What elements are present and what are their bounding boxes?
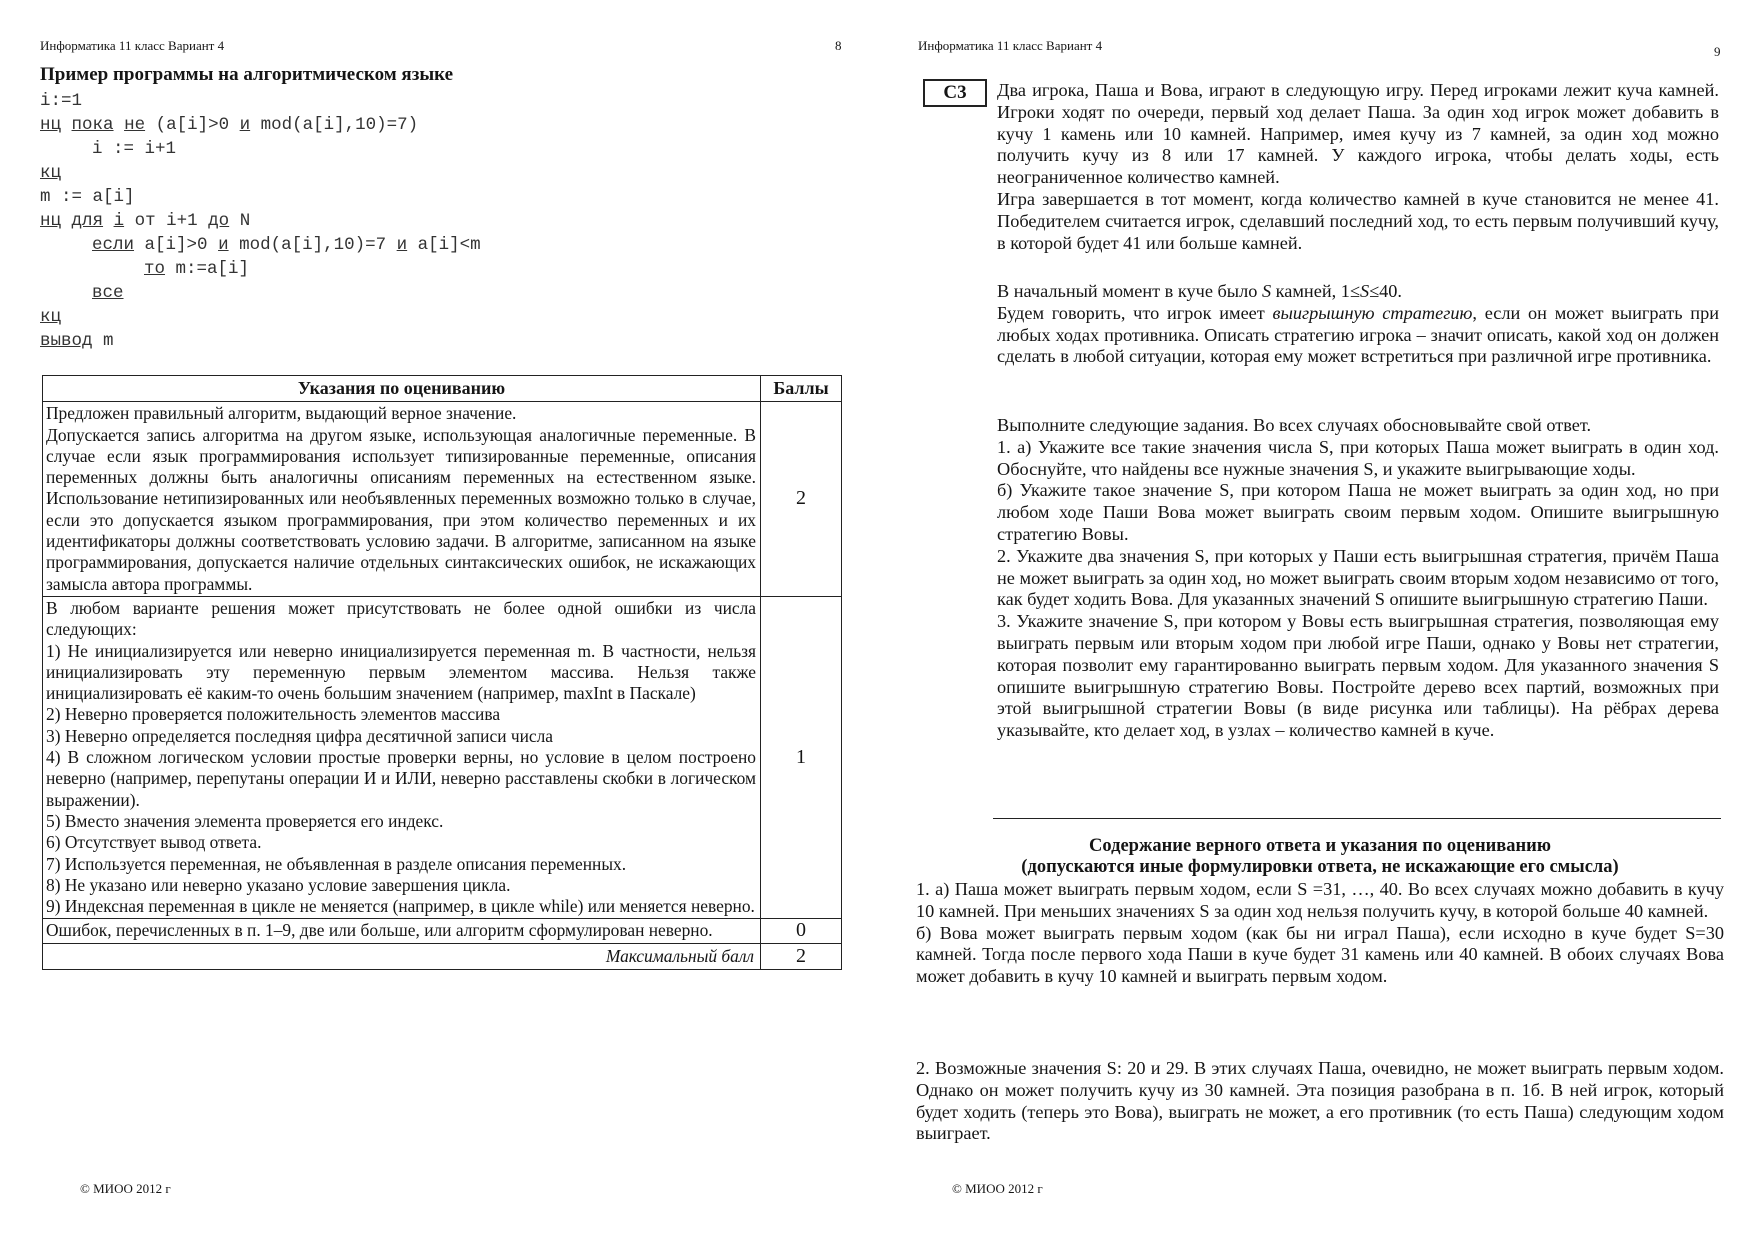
keyword: пока bbox=[71, 115, 114, 135]
answer-title bbox=[916, 836, 1724, 878]
code-text: m:=a[i] bbox=[175, 259, 250, 279]
code-text: m bbox=[103, 331, 114, 351]
question-1b: б) Укажите такое значение S, при котором Паша не может выиграть за один ход, но при любом ходе Паши Вова может выиграть своим первым ходом. Опишите выигрышную стратегию Вовы. bbox=[997, 480, 1719, 544]
answer-title-line: Содержание верного ответа и указания по оцениванию bbox=[1089, 836, 1551, 856]
points-cell: 2 bbox=[761, 402, 842, 597]
program-title: Пример программы на алгоритмическом языке bbox=[40, 64, 454, 85]
keyword: для bbox=[71, 211, 104, 231]
column-header-points: Баллы bbox=[761, 376, 842, 402]
paragraph: Два игрока, Паша и Вова, играют в следующую игру. Перед игроками лежит куча камней. Игроки ходят по очереди, первый ход делает Паша. За один ход игрок может добавить в кучу 1 камень или 10 камней. Например, имея кучу из 7 камней, за один ход можно получить кучу из 8 или 17 камней. У каждого игрока, чтобы делать ходы, есть неограниченное количество камней. bbox=[997, 80, 1719, 188]
max-score-value: 2 bbox=[761, 943, 842, 969]
text-run: В начальный момент в куче было bbox=[997, 281, 1262, 301]
paragraph: Игра завершается в тот момент, когда количество камней в куче становится не менее 41. Победителем считается игрок, сделавший последний ход, то есть первым получивший кучу, в которой будет 41 или больше камней. bbox=[997, 188, 1719, 253]
code-text: mod(a[i],10)=7) bbox=[260, 115, 419, 135]
answer-body bbox=[916, 879, 1724, 988]
error-item: 2) Неверно проверяется положительность элементов массива bbox=[46, 704, 501, 725]
page-header: Информатика 11 класс Вариант 4 bbox=[40, 38, 225, 53]
answer-2: 2. Возможные значения S: 20 и 29. В этих случаях Паша, очевидно, не может выиграть первым ходом. Однако он может получить кучу из 30 камней. Эта позиция разобрана в п. 1б. В ней игрок, который будет ходить (теперь это Вова), выиграть не может, а его противник (то есть Паша) следующим ходом выиграет. bbox=[916, 1058, 1724, 1144]
answer-1a: 1. а) Паша может выиграть первым ходом, если S =31, …, 40. Во всех случаях можно добавить в кучу 10 камней. При меньших значениях S за один ход нельзя получить кучу, в которой больше 40 камней. bbox=[916, 879, 1724, 921]
page-number: 9 bbox=[1714, 44, 1721, 59]
column-header-criteria: Указания по оцениванию bbox=[43, 376, 761, 402]
page-footer: © МИОО 2012 г bbox=[80, 1181, 171, 1196]
error-item: 9) Индексная переменная в цикле не меняется (например, в цикле while) или меняется неверно. bbox=[46, 896, 755, 917]
code-text: (a[i]>0 bbox=[155, 115, 230, 135]
task-questions bbox=[997, 415, 1719, 742]
answer-1b: б) Вова может выиграть первым ходом (как бы ни играл Паша), если исходно в куче будет S=30 камней. Тогда после первого хода Паши в куче будет 31 камень или 40 камней. В обоих случаях Вова может добавить в кучу 10 камней и выиграть первым ходом. bbox=[916, 922, 1724, 987]
keyword: и bbox=[239, 115, 251, 135]
task-intro bbox=[997, 80, 1719, 254]
task-label: C3 bbox=[923, 79, 987, 107]
points-cell: 1 bbox=[761, 596, 842, 918]
page-number: 8 bbox=[835, 38, 842, 53]
code-text: i := i+1 bbox=[92, 139, 177, 159]
answer-title-line: (допускаются иные формулировки ответа, не искажающие его смысла) bbox=[1021, 857, 1619, 877]
code-text: i+1 bbox=[166, 211, 198, 231]
keyword: нц bbox=[40, 211, 62, 231]
points-cell: 0 bbox=[761, 919, 842, 943]
variable: S bbox=[1359, 281, 1370, 301]
code-text: a[i]>0 bbox=[144, 235, 208, 255]
keyword: все bbox=[92, 283, 124, 303]
text-run: , если он может выиграть при любых ходах противника. Описать стратегию игрока – значит описать, какой ход он должен сделать в любой ситуации, которая ему может встретиться при различной игре противника. bbox=[997, 302, 1719, 367]
code-text: i:=1 bbox=[40, 91, 83, 111]
code-text: m := a[i] bbox=[40, 187, 135, 207]
keyword: кц bbox=[40, 307, 62, 327]
error-item: 3) Неверно определяется последняя цифра десятичной записи числа bbox=[46, 725, 554, 746]
code-text: N bbox=[239, 211, 251, 231]
paragraph bbox=[997, 303, 1719, 368]
error-item: 8) Не указано или неверно указано условие завершения цикла. bbox=[46, 874, 511, 895]
keyword: кц bbox=[40, 163, 62, 183]
max-score-label: Максимальный балл bbox=[43, 943, 761, 969]
keyword: до bbox=[208, 211, 230, 231]
keyword: и bbox=[396, 235, 408, 255]
text-run: камней, 1≤ bbox=[1271, 281, 1360, 301]
keyword: i bbox=[113, 211, 125, 231]
question-1a: 1. а) Укажите все такие значения числа S, при которых Паша может выиграть в один ход. Обоснуйте, что найдены все нужные значения S, и укажите выигрывающие ходы. bbox=[997, 436, 1719, 479]
page-footer: © МИОО 2012 г bbox=[952, 1181, 1043, 1196]
criteria-text: Предложен правильный алгоритм, выдающий верное значение. bbox=[46, 403, 517, 424]
keyword: вывод bbox=[40, 331, 93, 351]
text-run: ≤40. bbox=[1369, 281, 1402, 301]
criteria-cell: Ошибок, перечисленных в п. 1–9, две или больше, или алгоритм сформулирован неверно. bbox=[43, 919, 761, 943]
question-2: 2. Укажите два значения S, при которых у Паши есть выигрышная стратегия, причём Паша не может выиграть за один ход, но может выиграть своим вторым ходом независимо от того, как будет ходить Вова. Для указанных значений S опишите выигрышную стратегию Паши. bbox=[997, 545, 1719, 610]
question-3: 3. Укажите значение S, при котором у Вовы есть выигрышная стратегия, позволяющая ему выиграть первым или вторым ходом при любой игре Паши, однако у Вовы нет стратегии, которая позволит ему гарантированно выиграть первым ходом. Для указанного значения S опишите выигрышную стратегию Вовы. Постройте дерево всех партий, возможных при этой выигрышной стратегии Вовы (в виде рисунка или таблицы). На рёбрах дерева указывайте, кто делает ход, в узлах – количество камней в куче. bbox=[997, 611, 1719, 741]
emphasis: выигрышную стратегию bbox=[1272, 302, 1473, 323]
keyword: если bbox=[92, 235, 135, 255]
page-header: Информатика 11 класс Вариант 4 bbox=[918, 38, 1103, 53]
keyword: не bbox=[124, 115, 146, 135]
keyword: и bbox=[218, 235, 229, 255]
keyword: нц bbox=[40, 115, 62, 135]
error-item: 5) Вместо значения элемента проверяется его индекс. bbox=[46, 810, 444, 831]
paragraph: Выполните следующие задания. Во всех случаях обосновывайте свой ответ. bbox=[997, 415, 1592, 435]
code-text: a[i]<m bbox=[417, 235, 481, 255]
error-item: 4) В сложном логическом условии простые проверки верны, но условие в целом построено неверно (например, перепутаны операции И и ИЛИ, неверно расставлены скобки в логическом выражении). bbox=[46, 747, 756, 810]
keyword: то bbox=[144, 259, 166, 279]
error-item: 7) Используется переменная, не объявленная в разделе описания переменных. bbox=[46, 853, 627, 874]
answer-body-2 bbox=[916, 1058, 1724, 1145]
error-item: 1) Не инициализируется или неверно инициализируется переменная m. В частности, нельзя инициализировать эту переменную первым элементом массива. Нельзя также инициализировать её каким-то очень большим значением (например, maxInt в Паскале) bbox=[46, 640, 756, 704]
criteria-text: Допускается запись алгоритма на другом языке, использующая аналогичные переменные. В случае если язык программирования использует типизированные переменные, описания переменных должны быть аналогичны описаниям переменных на естественном языке. Использование нетипизированных или необъявленных переменных возможно только в случае, если это допускается языком программирования, при этом количество переменных и их идентификаторы должны соответствовать условию задачи. В алгоритме, записанном на языке программирования, допускается наличие отдельных синтаксических ошибок, не искажающих замысла автора программы. bbox=[46, 424, 756, 594]
paragraph bbox=[997, 281, 1719, 303]
error-item: 6) Отсутствует вывод ответа. bbox=[46, 832, 262, 853]
divider bbox=[993, 818, 1721, 819]
code-text: от bbox=[134, 211, 156, 231]
task-conditions bbox=[997, 281, 1719, 368]
text-run: Будем говорить, что игрок имеет bbox=[997, 302, 1273, 323]
variable: S bbox=[1261, 281, 1272, 301]
criteria-text: В любом варианте решения может присутствовать не более одной ошибки из числа следующих: bbox=[46, 597, 756, 640]
code-text: mod(a[i],10)=7 bbox=[239, 235, 387, 255]
